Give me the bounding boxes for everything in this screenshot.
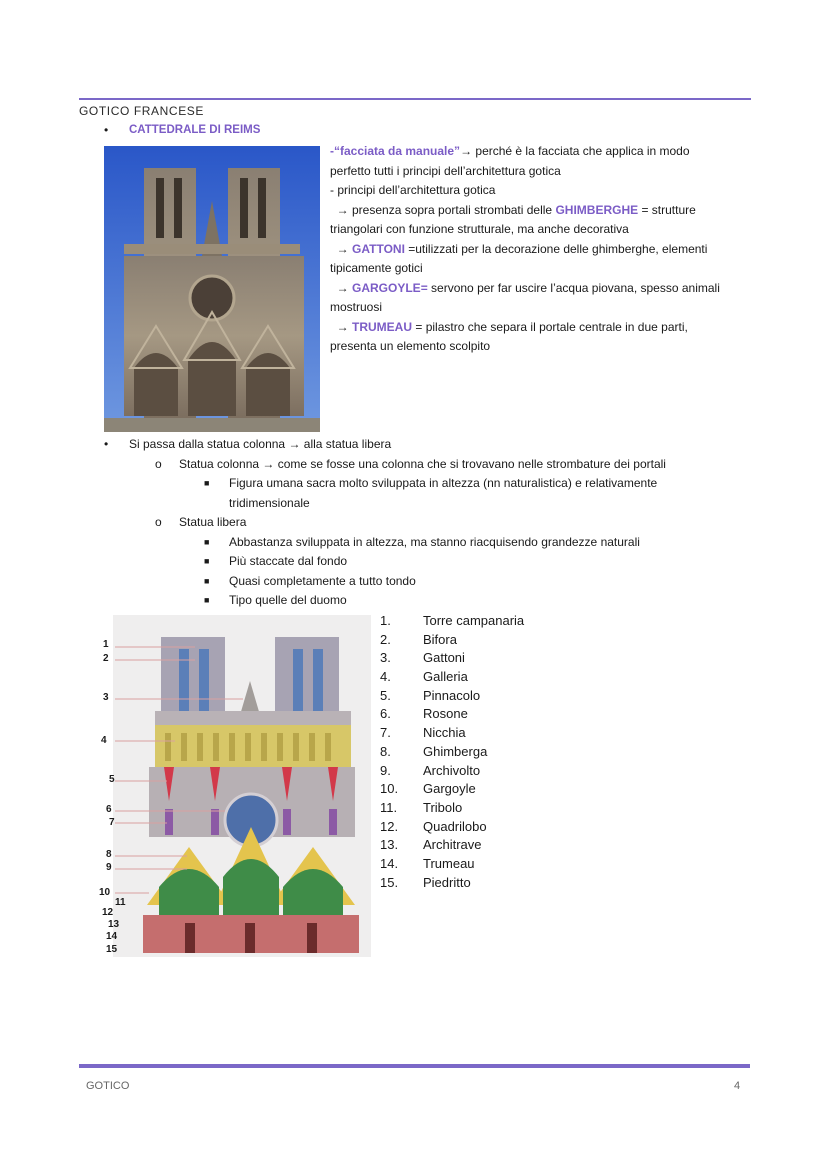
section-title: GOTICO FRANCESE (79, 104, 205, 118)
legend-label: Ghimberga (423, 743, 488, 759)
legend-item (380, 836, 680, 855)
legend-number: 1. (380, 613, 391, 628)
statua-libera-label: Statua libera (179, 515, 247, 529)
legend-item (380, 668, 680, 687)
square-bullet: ■ (204, 576, 210, 586)
description-line (330, 201, 750, 221)
legend-item (380, 743, 680, 762)
text-run: =utilizzati per la decorazione delle ghimberghe, elementi (404, 241, 708, 256)
description-line (330, 279, 750, 299)
keyword: GATTONI (352, 241, 405, 256)
statue-bullet: Si passa dalla statua colonna → alla statua libera (129, 437, 392, 451)
legend-item (380, 612, 680, 631)
diagram-number: 7 (109, 817, 115, 828)
legend-list (380, 612, 680, 892)
legend-label: Nicchia (423, 725, 466, 741)
diagram-number: 1 (103, 639, 109, 650)
reims-cathedral-photo (104, 146, 320, 432)
diagram-number: 8 (106, 849, 112, 860)
legend-number: 13. (380, 837, 399, 853)
text-run: → perché è la facciata che applica in modo (460, 144, 690, 158)
description-line (330, 298, 750, 318)
text-run: → (330, 280, 353, 295)
sub-bullet-circle: o (155, 457, 162, 471)
legend-label: Piedritto (423, 874, 471, 890)
facade-diagram (95, 615, 371, 957)
legend-number: 7. (380, 725, 391, 741)
legend-number: 9. (380, 762, 391, 778)
footer-rule (79, 1064, 750, 1068)
legend-item (380, 799, 680, 818)
legend-label: Pinnacolo (423, 687, 481, 703)
sub-bullet-circle: o (155, 515, 162, 529)
keyword: GHIMBERGHE (555, 202, 639, 217)
libera-point: Tipo quelle del duomo (229, 593, 347, 607)
legend-item (380, 762, 680, 781)
description-line (330, 318, 750, 338)
diagram-number: 11 (115, 897, 126, 908)
description-line (330, 259, 750, 279)
text-run: → (330, 319, 353, 334)
description-line (330, 162, 750, 182)
reims-description (330, 142, 750, 357)
keyword: TRUMEAU (352, 319, 413, 334)
text-run: = pilastro che separa il portale centrale in due parti, (412, 319, 688, 334)
reims-title: CATTEDRALE DI REIMS (129, 124, 261, 136)
legend-number: 2. (380, 631, 391, 647)
legend-number: 3. (380, 650, 391, 666)
text-run: servono per far uscire l’acqua piovana, spesso animali (427, 280, 720, 295)
legend-label: Archivolto (423, 762, 481, 778)
text-run: triangolari con funzione strutturale, ma anche decorativa (330, 222, 629, 236)
header-rule (79, 98, 751, 100)
diagram-number: 15 (106, 944, 118, 955)
legend-label: Rosone (423, 706, 468, 722)
legend-number: 6. (380, 706, 391, 722)
text-run: → presenza sopra portali strombati delle (330, 202, 556, 217)
legend-number: 11. (380, 799, 398, 815)
libera-point: Più staccate dal fondo (229, 554, 348, 568)
legend-number: 14. (380, 855, 399, 871)
libera-point: Quasi completamente a tutto tondo (229, 574, 416, 588)
bullet-dot: • (104, 437, 109, 451)
colonna-point: Figura umana sacra molto sviluppata in altezza (nn naturalistica) e relativamente (229, 476, 658, 490)
legend-number: 5. (380, 687, 391, 703)
legend-item (380, 855, 680, 874)
legend-number: 4. (380, 669, 391, 685)
legend-item (380, 874, 680, 893)
square-bullet: ■ (204, 595, 210, 605)
legend-item (380, 818, 680, 837)
description-line (330, 240, 750, 260)
text-run: = strutture (638, 202, 696, 217)
description-line (330, 220, 750, 240)
legend-label: Galleria (423, 669, 468, 685)
diagram-number: 4 (101, 735, 107, 746)
diagram-number: 3 (103, 692, 109, 703)
keyword: GARGOYLE= (352, 280, 428, 295)
legend-label: Gattoni (423, 650, 465, 666)
text-run: presenta un elemento scolpito (330, 339, 491, 353)
legend-number: 10. (380, 781, 399, 797)
legend-item (380, 724, 680, 743)
legend-number: 8. (380, 743, 391, 759)
legend-item (380, 649, 680, 668)
legend-label: Torre campanaria (423, 613, 525, 628)
keyword: -“facciata da manuale” (330, 144, 461, 158)
legend-item (380, 705, 680, 724)
text-run: perfetto tutti i principi dell’architettura gotica (330, 163, 561, 178)
legend-label: Trumeau (423, 855, 475, 871)
legend-label: Gargoyle (423, 781, 476, 797)
square-bullet: ■ (204, 537, 210, 547)
square-bullet: ■ (204, 556, 210, 566)
legend-label: Bifora (423, 631, 457, 647)
text-run: → (330, 241, 353, 256)
legend-number: 15. (380, 874, 399, 890)
description-line (330, 181, 750, 201)
legend-item (380, 780, 680, 799)
bullet-dot: • (104, 123, 109, 137)
diagram-number: 13 (108, 919, 120, 930)
diagram-number: 10 (99, 887, 111, 898)
footer-title: GOTICO (86, 1080, 130, 1092)
legend-label: Quadrilobo (423, 818, 487, 834)
diagram-number: 9 (106, 862, 112, 873)
page-number: 4 (734, 1080, 741, 1092)
legend-label: Tribolo (423, 799, 463, 815)
statua-colonna-label: Statua colonna → come se fosse una colonna che si trovavano nelle strombature dei portali (179, 457, 666, 471)
square-bullet: ■ (204, 478, 210, 488)
text-run: mostruosi (330, 300, 383, 314)
text-run: - principi dell’architettura gotica (330, 183, 496, 197)
legend-item (380, 687, 680, 706)
text-run: tipicamente gotici (330, 261, 423, 275)
diagram-number: 14 (106, 931, 118, 942)
legend-item (380, 631, 680, 650)
description-line (330, 337, 750, 357)
diagram-number: 12 (102, 907, 114, 918)
libera-point: Abbastanza sviluppata in altezza, ma stanno riacquisendo grandezze naturali (229, 535, 640, 549)
colonna-point: tridimensionale (229, 496, 310, 510)
diagram-number: 5 (109, 774, 115, 785)
legend-number: 12. (380, 818, 399, 834)
legend-label: Architrave (423, 837, 482, 853)
description-line (330, 142, 750, 162)
diagram-number: 2 (103, 653, 109, 664)
diagram-number: 6 (106, 804, 112, 815)
